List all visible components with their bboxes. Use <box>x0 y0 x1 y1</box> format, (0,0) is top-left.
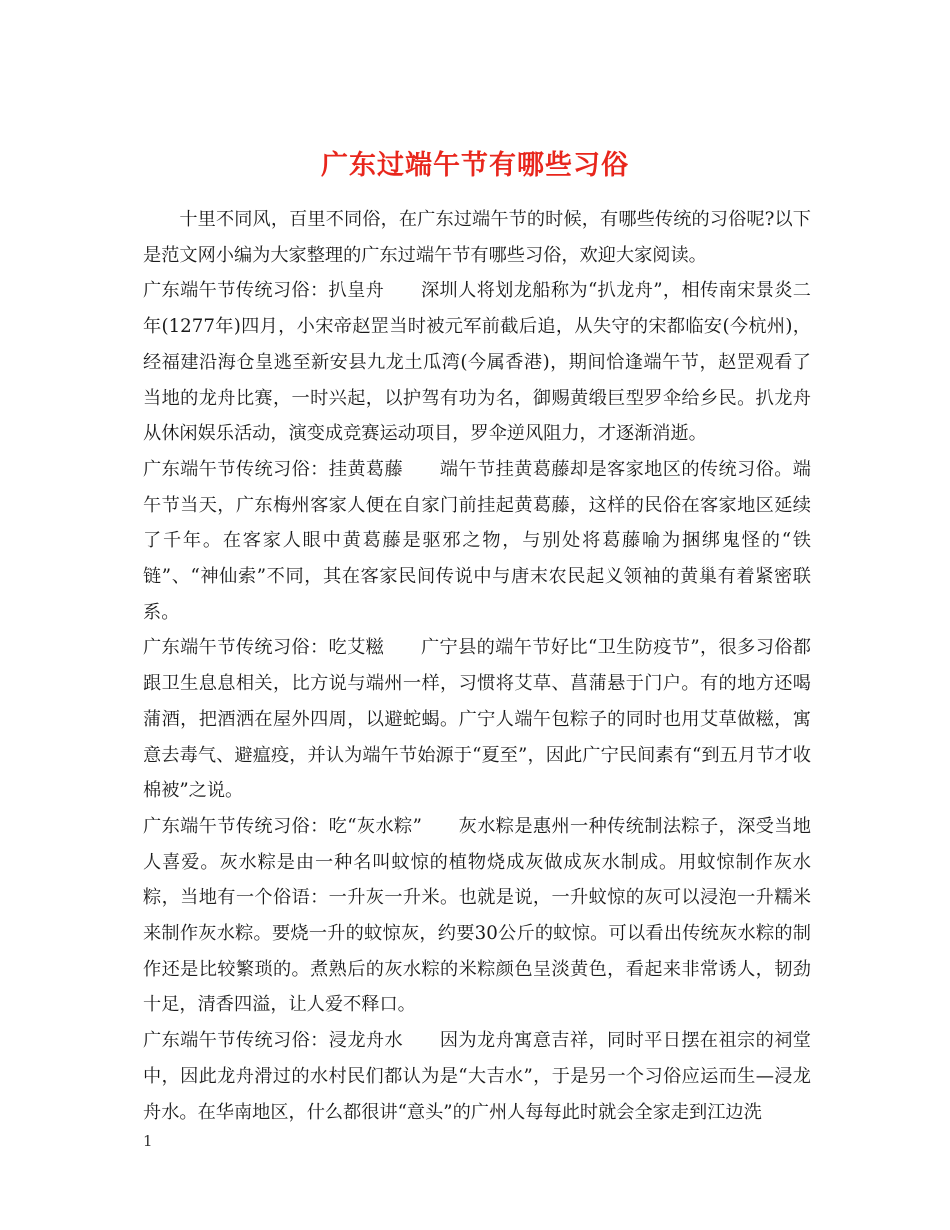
section-paragraph <box>143 1023 811 1130</box>
section-text: 因为龙舟寓意吉祥，同时平日摆在祖宗的祠堂中，因此龙舟滑过的水村民们都认为是“大吉水”，于是另一个习俗应运而生—浸龙舟水。在华南地区，什么都很讲“意头”的广州人每每此时就会全家走到江边洗 <box>143 1030 811 1123</box>
section-heading: 广东端午节传统习俗：吃艾糍 <box>143 637 385 659</box>
section-paragraph <box>143 452 811 631</box>
section-text: 端午节挂黄葛藤却是客家地区的传统习俗。端午节当天，广东梅州客家人便在自家门前挂起黄葛藤，这样的民俗在客家地区延续了千年。在客家人眼中黄葛藤是驱邪之物，与别处将葛藤喻为捆绑鬼怪的“铁链”、“神仙索”不同，其在客家民间传说中与唐末农民起义领袖的黄巢有着紧密联系。 <box>143 458 811 623</box>
section-paragraph <box>143 630 811 809</box>
section-text: 灰水粽是惠州一种传统制法粽子，深受当地人喜爱。灰水粽是由一种名叫蚊惊的植物烧成灰做成灰水制成。用蚊惊制作灰水粽，当地有一个俗语：一升灰一升米。也就是说，一升蚊惊的灰可以浸泡一升糯米来制作灰水粽。要烧一升的蚊惊灰，约要30公斤的蚊惊。可以看出传统灰水粽的制作还是比较繁琐的。煮熟后的灰水粽的米粽颜色呈淡黄色，看起来非常诱人，韧劲十足，清香四溢，让人爱不释口。 <box>143 815 811 1016</box>
page-number: 1 <box>143 1132 153 1150</box>
section-heading: 广东端午节传统习俗：吃“灰水粽” <box>143 815 422 837</box>
document-title: 广东过端午节有哪些习俗 <box>321 150 629 182</box>
section-heading: 广东端午节传统习俗：浸龙舟水 <box>143 1030 404 1052</box>
intro-paragraph: 十里不同风，百里不同俗，在广东过端午节的时候，有哪些传统的习俗呢?以下是范文网小编为大家整理的广东过端午节有哪些习俗，欢迎大家阅读。 <box>143 209 811 266</box>
section-text: 广宁县的端午节好比“卫生防疫节”，很多习俗都跟卫生息息相关，比方说与端州一样，习惯将艾草、菖蒲悬于门户。有的地方还喝蒲酒，把酒洒在屋外四周，以避蛇蝎。广宁人端午包粽子的同时也用艾草做糍，寓意去毒气、避瘟疫，并认为端午节始源于“夏至”，因此广宁民间素有“到五月节才收棉被”之说。 <box>143 637 811 802</box>
section-heading: 广东端午节传统习俗：挂黄葛藤 <box>143 458 404 480</box>
section-paragraph <box>143 809 811 1023</box>
section-heading: 广东端午节传统习俗：扒皇舟 <box>143 280 385 302</box>
document-body <box>143 202 811 1130</box>
section-text: 深圳人将划龙船称为“扒龙舟”，相传南宋景炎二年(1277年)四月，小宋帝赵罡当时被元军前截后追，从失守的宋都临安(今杭州)，经福建沿海仓皇逃至新安县九龙土瓜湾(今属香港)，期间恰逢端午节，赵罡观看了当地的龙舟比赛，一时兴起，以护驾有功为名，御赐黄缎巨型罗伞给乡民。扒龙舟从休闲娱乐活动，演变成竞赛运动项目，罗伞逆风阻力，才逐渐消逝。 <box>143 280 811 445</box>
section-paragraph <box>143 273 811 452</box>
